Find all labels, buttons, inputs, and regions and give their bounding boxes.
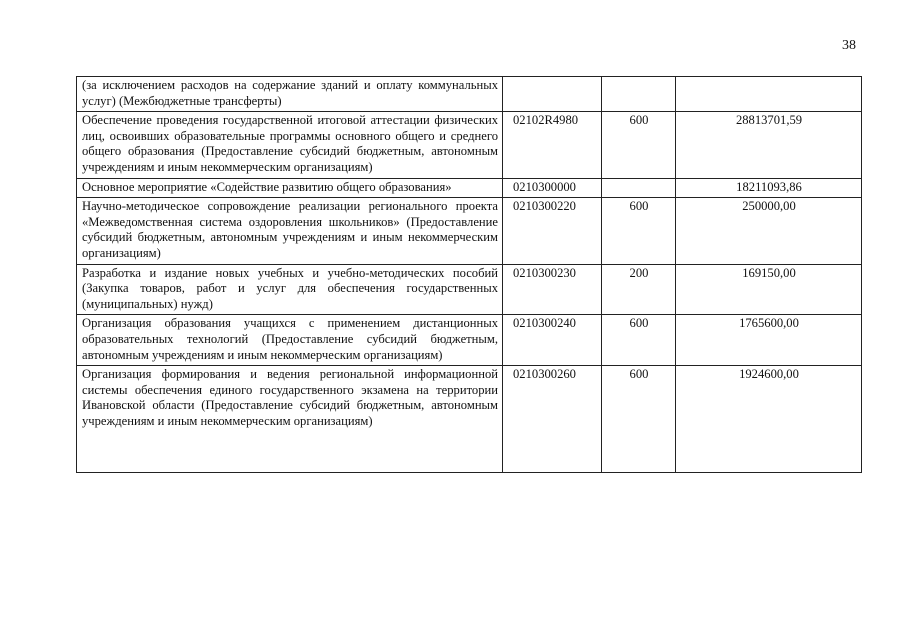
table-row: [77, 178, 862, 198]
expense-description: Основное мероприятие «Содействие развитию общего образования»: [77, 178, 503, 198]
target-article-code: 0210300000: [503, 178, 602, 198]
amount-value: 250000,00: [676, 198, 862, 264]
expense-description: Организация формирования и ведения региональной информационной системы обеспечения единого государственного экзамена на территории Ивановской области (Предоставление субсидий бюджетным, автономным учреждениям и иным некоммерческим организациям): [77, 366, 503, 473]
expense-type-code: 600: [602, 112, 676, 178]
expense-description: Обеспечение проведения государственной итоговой аттестации физических лиц, освоивших образовательные программы основного общего и среднего общего образования (Предоставление субсидий бюджетным, автономным учреждениям и иным некоммерческим организациям): [77, 112, 503, 178]
table-row: [77, 198, 862, 264]
target-article-code: 0210300240: [503, 315, 602, 366]
table-row: [77, 366, 862, 473]
expense-type-code: [602, 178, 676, 198]
expense-description: Научно-методическое сопровождение реализации регионального проекта «Межведомственная система оздоровления школьников» (Предоставление субсидий бюджетным, автономным учреждениям и иным некоммерческим организациям): [77, 198, 503, 264]
target-article-code: 0210300230: [503, 264, 602, 315]
expense-description: (за исключением расходов на содержание зданий и оплату коммунальных услуг) (Межбюджетные трансферты): [77, 77, 503, 112]
target-article-code: [503, 77, 602, 112]
table-row: [77, 112, 862, 178]
budget-table: [76, 76, 862, 473]
amount-value: 1924600,00: [676, 366, 862, 473]
expense-type-code: 600: [602, 315, 676, 366]
expense-type-code: 600: [602, 198, 676, 264]
target-article-code: 02102R4980: [503, 112, 602, 178]
amount-value: 28813701,59: [676, 112, 862, 178]
amount-value: 1765600,00: [676, 315, 862, 366]
amount-value: 18211093,86: [676, 178, 862, 198]
target-article-code: 0210300220: [503, 198, 602, 264]
table-row: [77, 315, 862, 366]
expense-type-code: 200: [602, 264, 676, 315]
table-row: [77, 264, 862, 315]
amount-value: [676, 77, 862, 112]
expense-description: Организация образования учащихся с применением дистанционных образовательных технологий (Предоставление субсидий бюджетным, автономным учреждениям и иным некоммерческим организациям): [77, 315, 503, 366]
expense-description: Разработка и издание новых учебных и учебно-методических пособий (Закупка товаров, работ и услуг для обеспечения государственных (муниципальных) нужд): [77, 264, 503, 315]
table-row: [77, 77, 862, 112]
page-number: 38: [842, 38, 856, 53]
expense-type-code: 600: [602, 366, 676, 473]
target-article-code: 0210300260: [503, 366, 602, 473]
expense-type-code: [602, 77, 676, 112]
amount-value: 169150,00: [676, 264, 862, 315]
